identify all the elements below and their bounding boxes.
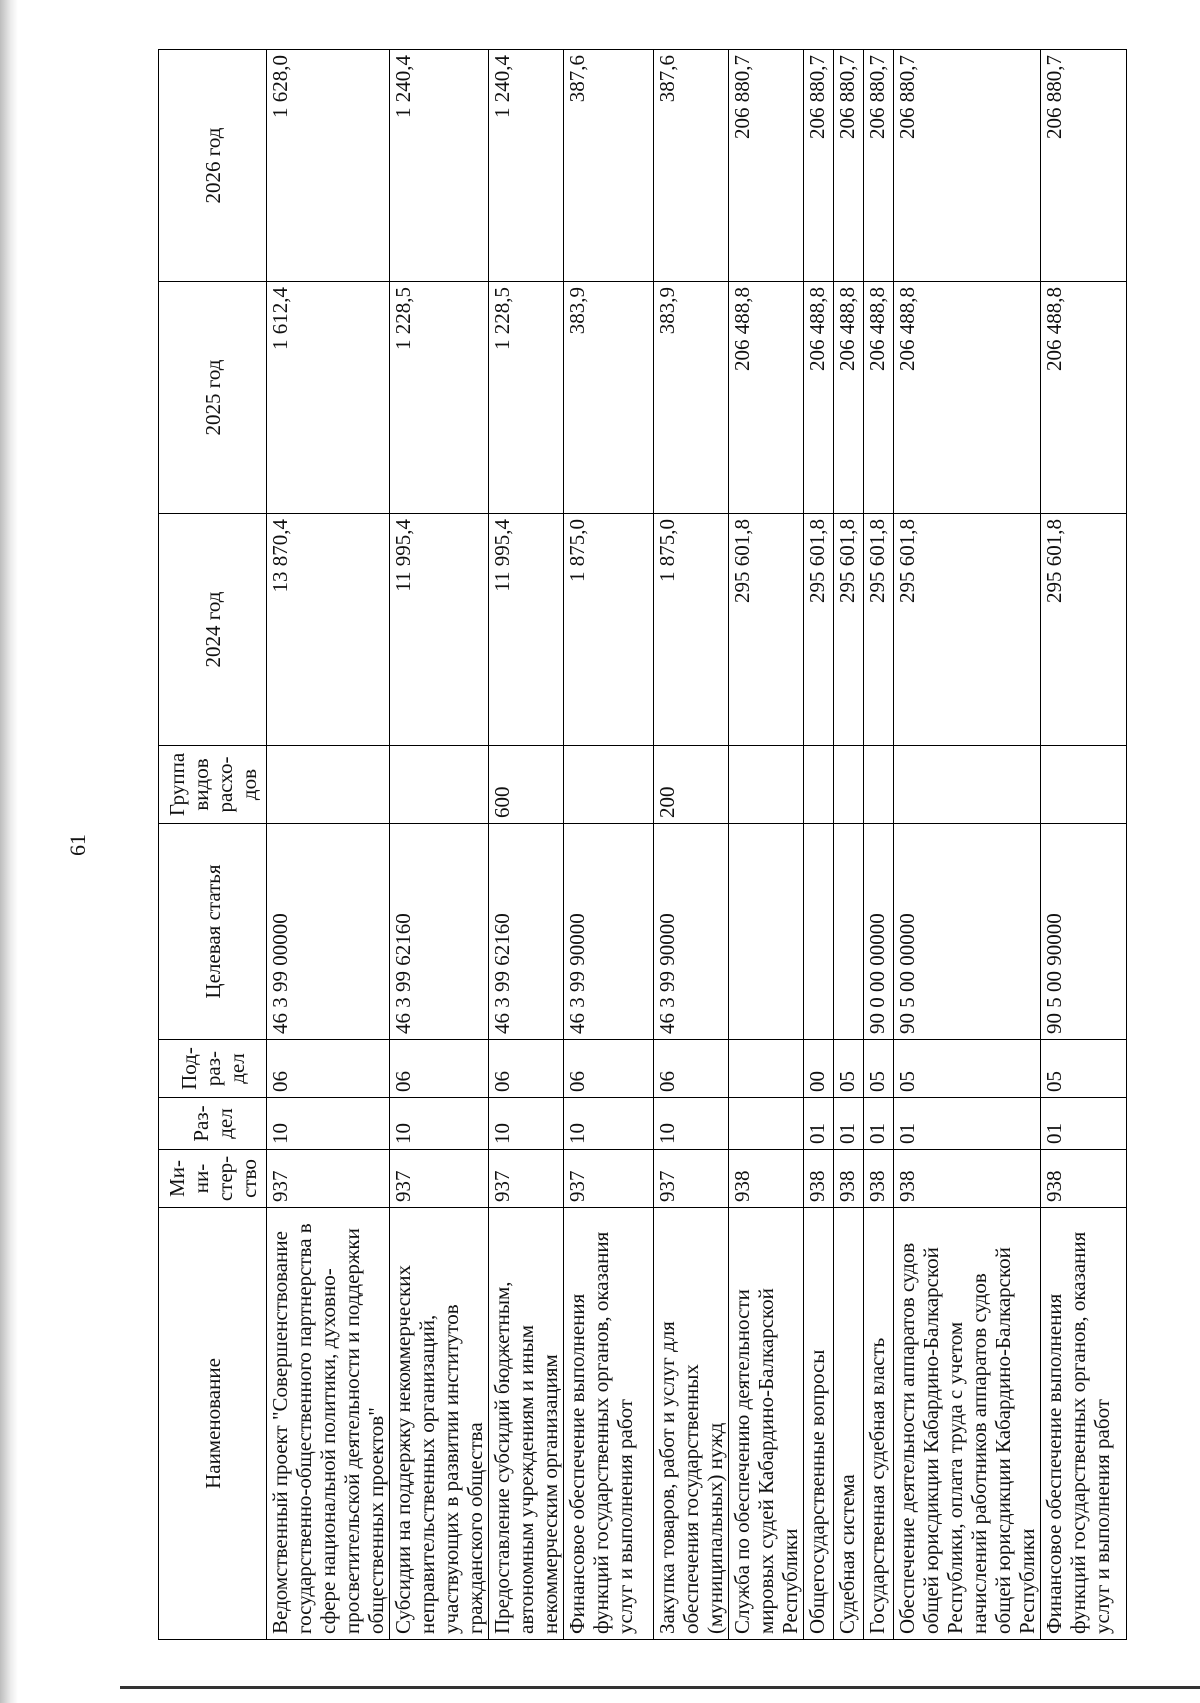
row-target bbox=[729, 824, 804, 1040]
row-2025: 1 228,5 bbox=[489, 282, 564, 514]
row-2026: 206 880,7 bbox=[804, 50, 834, 282]
header-section: Раз- дел bbox=[159, 1098, 267, 1150]
row-section: 10 bbox=[489, 1098, 564, 1150]
row-name: Финансовое обеспечение выполнения функций государственных органов, оказания услуг и выполнения работ bbox=[1041, 1208, 1127, 1640]
page-number: 61 bbox=[65, 834, 90, 856]
row-name: Государственная судебная власть bbox=[864, 1208, 894, 1640]
header-subsection: Под- раз- дел bbox=[159, 1040, 267, 1098]
header-target: Целевая статья bbox=[159, 824, 267, 1040]
row-2026: 206 880,7 bbox=[894, 50, 1041, 282]
row-2025: 383,9 bbox=[564, 282, 654, 514]
row-section: 01 bbox=[1041, 1098, 1127, 1150]
table-header-row bbox=[159, 50, 267, 1640]
row-ministry: 937 bbox=[564, 1150, 654, 1208]
table-row bbox=[864, 50, 894, 1640]
row-2026: 1 240,4 bbox=[489, 50, 564, 282]
header-name: Наименование bbox=[159, 1208, 267, 1640]
row-2024: 295 601,8 bbox=[1041, 514, 1127, 746]
row-name: Служба по обеспечению деятельности мировых судей Кабардино-Балкарской Республики bbox=[729, 1208, 804, 1640]
row-2024: 11 995,4 bbox=[489, 514, 564, 746]
row-group bbox=[390, 746, 489, 824]
row-2025: 206 488,8 bbox=[864, 282, 894, 514]
row-name: Обеспечение деятельности аппаратов судов общей юрисдикции Кабардино-Балкарской Республики, оплата труда с учетом начислений работников аппаратов судов общей юрисдикции Кабардино-Балкарской Республики bbox=[894, 1208, 1041, 1640]
table-row bbox=[894, 50, 1041, 1640]
row-group bbox=[894, 746, 1041, 824]
row-2026: 206 880,7 bbox=[864, 50, 894, 282]
rotated-table-container bbox=[158, 50, 1114, 1640]
row-2024: 13 870,4 bbox=[267, 514, 390, 746]
row-group bbox=[729, 746, 804, 824]
row-subsection: 06 bbox=[390, 1040, 489, 1098]
row-2024: 1 875,0 bbox=[564, 514, 654, 746]
row-name: Финансовое обеспечение выполнения функций государственных органов, оказания услуг и выполнения работ bbox=[564, 1208, 654, 1640]
row-section: 10 bbox=[267, 1098, 390, 1150]
header-2024: 2024 год bbox=[159, 514, 267, 746]
row-2026: 387,6 bbox=[654, 50, 729, 282]
row-group bbox=[564, 746, 654, 824]
row-2025: 1 228,5 bbox=[390, 282, 489, 514]
table-row bbox=[390, 50, 489, 1640]
row-name: Судебная система bbox=[834, 1208, 864, 1640]
header-2026: 2026 год bbox=[159, 50, 267, 282]
row-subsection: 05 bbox=[1041, 1040, 1127, 1098]
row-2024: 295 601,8 bbox=[834, 514, 864, 746]
row-2024: 295 601,8 bbox=[864, 514, 894, 746]
row-name: Закупка товаров, работ и услуг для обеспечения государственных (муниципальных) нужд bbox=[654, 1208, 729, 1640]
row-subsection: 05 bbox=[894, 1040, 1041, 1098]
row-ministry: 938 bbox=[729, 1150, 804, 1208]
row-group: 600 bbox=[489, 746, 564, 824]
row-target bbox=[804, 824, 834, 1040]
header-ministry: Ми- ни- стер- ство bbox=[159, 1150, 267, 1208]
row-2024: 1 875,0 bbox=[654, 514, 729, 746]
row-section: 01 bbox=[894, 1098, 1041, 1150]
row-name: Ведомственный проект "Совершенствование государственно-общественного партнерства в сфере национальной политики, духовно-просветительской деятельности и поддержки общественных проектов" bbox=[267, 1208, 390, 1640]
row-target: 46 3 99 90000 bbox=[654, 824, 729, 1040]
row-2024: 295 601,8 bbox=[804, 514, 834, 746]
row-subsection: 05 bbox=[864, 1040, 894, 1098]
row-2026: 206 880,7 bbox=[729, 50, 804, 282]
row-name: Общегосударственные вопросы bbox=[804, 1208, 834, 1640]
row-2025: 206 488,8 bbox=[894, 282, 1041, 514]
scan-bottom-edge bbox=[120, 1686, 1200, 1689]
row-2024: 11 995,4 bbox=[390, 514, 489, 746]
row-target: 46 3 99 62160 bbox=[489, 824, 564, 1040]
row-2025: 383,9 bbox=[654, 282, 729, 514]
row-section: 10 bbox=[564, 1098, 654, 1150]
row-group bbox=[804, 746, 834, 824]
table-row bbox=[729, 50, 804, 1640]
row-2024: 295 601,8 bbox=[894, 514, 1041, 746]
row-name: Субсидии на поддержку некоммерческих неправительственных организаций, участвующих в развитии институтов гражданского общества bbox=[390, 1208, 489, 1640]
row-target: 46 3 99 90000 bbox=[564, 824, 654, 1040]
table-row bbox=[654, 50, 729, 1640]
header-2025: 2025 год bbox=[159, 282, 267, 514]
budget-table bbox=[158, 49, 1127, 1640]
row-2026: 387,6 bbox=[564, 50, 654, 282]
table-row bbox=[564, 50, 654, 1640]
row-section: 10 bbox=[654, 1098, 729, 1150]
header-group: Группа видов расхо- дов bbox=[159, 746, 267, 824]
row-2025: 206 488,8 bbox=[1041, 282, 1127, 514]
row-target: 90 0 00 00000 bbox=[864, 824, 894, 1040]
row-ministry: 938 bbox=[834, 1150, 864, 1208]
row-group bbox=[834, 746, 864, 824]
row-subsection bbox=[729, 1040, 804, 1098]
row-target: 46 3 99 62160 bbox=[390, 824, 489, 1040]
row-target: 90 5 00 00000 bbox=[894, 824, 1041, 1040]
row-2025: 1 612,4 bbox=[267, 282, 390, 514]
row-subsection: 00 bbox=[804, 1040, 834, 1098]
row-subsection: 05 bbox=[834, 1040, 864, 1098]
scan-edge-shadow bbox=[0, 0, 18, 1703]
row-ministry: 937 bbox=[489, 1150, 564, 1208]
row-subsection: 06 bbox=[564, 1040, 654, 1098]
row-ministry: 937 bbox=[390, 1150, 489, 1208]
row-section: 01 bbox=[804, 1098, 834, 1150]
row-section: 01 bbox=[864, 1098, 894, 1150]
row-2026: 1 628,0 bbox=[267, 50, 390, 282]
row-ministry: 938 bbox=[1041, 1150, 1127, 1208]
table-row bbox=[267, 50, 390, 1640]
row-subsection: 06 bbox=[489, 1040, 564, 1098]
row-ministry: 937 bbox=[267, 1150, 390, 1208]
row-group: 200 bbox=[654, 746, 729, 824]
row-2026: 206 880,7 bbox=[834, 50, 864, 282]
row-name: Предоставление субсидий бюджетным, автономным учреждениям и иным некоммерческим организациям bbox=[489, 1208, 564, 1640]
row-target: 46 3 99 00000 bbox=[267, 824, 390, 1040]
table-row bbox=[489, 50, 564, 1640]
row-target bbox=[834, 824, 864, 1040]
row-2025: 206 488,8 bbox=[834, 282, 864, 514]
row-section: 01 bbox=[834, 1098, 864, 1150]
row-group bbox=[267, 746, 390, 824]
row-ministry: 938 bbox=[864, 1150, 894, 1208]
row-subsection: 06 bbox=[654, 1040, 729, 1098]
row-2026: 206 880,7 bbox=[1041, 50, 1127, 282]
row-ministry: 938 bbox=[804, 1150, 834, 1208]
table-row bbox=[834, 50, 864, 1640]
row-target: 90 5 00 90000 bbox=[1041, 824, 1127, 1040]
row-group bbox=[864, 746, 894, 824]
row-2024: 295 601,8 bbox=[729, 514, 804, 746]
row-ministry: 937 bbox=[654, 1150, 729, 1208]
row-2025: 206 488,8 bbox=[729, 282, 804, 514]
row-2025: 206 488,8 bbox=[804, 282, 834, 514]
row-group bbox=[1041, 746, 1127, 824]
row-2026: 1 240,4 bbox=[390, 50, 489, 282]
table-row bbox=[1041, 50, 1127, 1640]
table-row bbox=[804, 50, 834, 1640]
row-subsection: 06 bbox=[267, 1040, 390, 1098]
row-section bbox=[729, 1098, 804, 1150]
row-ministry: 938 bbox=[894, 1150, 1041, 1208]
row-section: 10 bbox=[390, 1098, 489, 1150]
